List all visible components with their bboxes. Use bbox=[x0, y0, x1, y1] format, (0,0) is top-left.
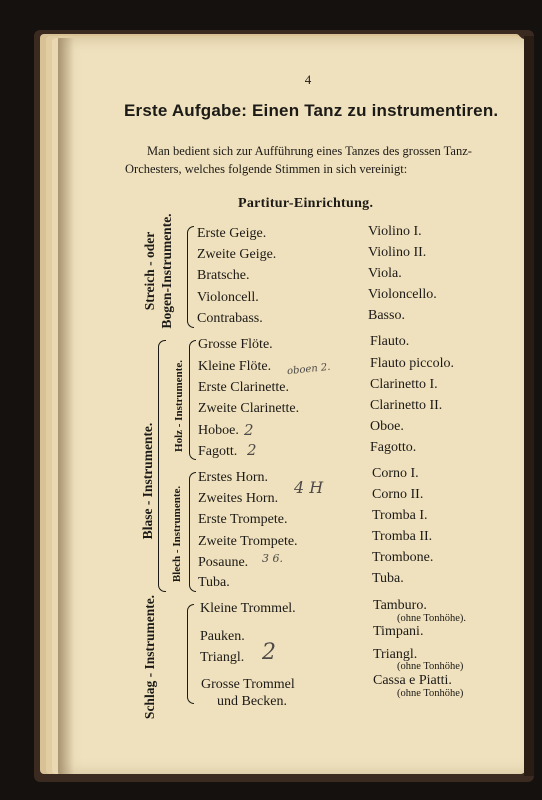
instrument-name: Grosse Flöte. bbox=[198, 337, 273, 352]
instrument-name: Zweite Trompete. bbox=[198, 534, 298, 549]
group-label-strings: Bogen-Instrumente. bbox=[159, 213, 174, 329]
intro-text-line: Orchesters, welches folgende Stimmen in sich vereinigt: bbox=[125, 162, 408, 176]
italian-name: Violino I. bbox=[368, 224, 422, 239]
italian-name: Viola. bbox=[368, 266, 402, 281]
pencil-annotation: 2 bbox=[247, 441, 257, 459]
instrument-name: Tuba. bbox=[198, 575, 230, 590]
instrument-name: Kleine Flöte. bbox=[198, 359, 272, 374]
group-brace bbox=[158, 340, 166, 592]
page-number: 4 bbox=[304, 72, 312, 87]
instrument-name: Pauken. bbox=[200, 629, 245, 644]
pencil-annotation: 2 bbox=[244, 421, 254, 439]
pencil-annotation: 3 6. bbox=[262, 552, 283, 565]
instrument-name: und Becken. bbox=[217, 694, 287, 709]
instrument-name: Erstes Horn. bbox=[198, 470, 268, 485]
italian-name: Flauto piccolo. bbox=[370, 356, 454, 371]
instrument-name: Violoncell. bbox=[197, 290, 259, 305]
pitch-note: (ohne Tonhöhe). bbox=[397, 613, 467, 624]
pencil-annotation: oboen 2. bbox=[286, 361, 331, 378]
italian-name: Basso. bbox=[368, 308, 405, 323]
subgroup-label-brass: Blech - Instrumente. bbox=[171, 485, 183, 583]
instrument-name: Posaune. bbox=[198, 555, 249, 570]
subgroup-label-woodwind: Holz - Instrumente. bbox=[173, 360, 185, 452]
italian-name: Trombone. bbox=[372, 550, 434, 565]
cover-edge-right bbox=[524, 36, 534, 776]
intro-text-line: Man bedient sich zur Aufführung eines Tanzes des grossen Tanz- bbox=[147, 144, 472, 158]
group-brace bbox=[187, 226, 194, 328]
instrument-name: Erste Clarinette. bbox=[198, 380, 289, 395]
instrument-name: Grosse Trommel bbox=[201, 677, 295, 692]
italian-name: Violoncello. bbox=[368, 287, 437, 302]
italian-name: Tuba. bbox=[372, 571, 404, 586]
italian-name: Clarinetto II. bbox=[370, 398, 443, 413]
instrument-name: Zweite Clarinette. bbox=[198, 401, 300, 416]
pitch-note: (ohne Tonhöhe) bbox=[397, 661, 464, 672]
page-title: Erste Aufgabe: Einen Tanz zu instrumentiren. bbox=[124, 101, 499, 120]
italian-name: Tamburo. bbox=[373, 598, 427, 613]
italian-name: Flauto. bbox=[370, 334, 410, 349]
italian-name: Corno II. bbox=[372, 487, 424, 502]
instrument-name: Bratsche. bbox=[197, 268, 250, 283]
pencil-annotation: 4 H bbox=[294, 478, 324, 497]
instrument-name: Fagott. bbox=[198, 444, 238, 459]
instrument-name: Triangl. bbox=[200, 650, 245, 665]
italian-name: Oboe. bbox=[370, 419, 404, 434]
italian-name: Fagotto. bbox=[370, 440, 417, 455]
group-label-percussion: Schlag - Instrumente. bbox=[142, 594, 157, 720]
pitch-note: (ohne Tonhöhe) bbox=[397, 688, 464, 699]
instrument-name: Hoboe. bbox=[198, 423, 239, 438]
group-brace bbox=[187, 604, 194, 704]
italian-name: Violino II. bbox=[368, 245, 427, 260]
italian-name: Clarinetto I. bbox=[370, 377, 438, 392]
instrument-name: Erste Trompete. bbox=[198, 512, 288, 527]
spine-shadow bbox=[58, 38, 74, 774]
group-label-strings: Streich - oder bbox=[142, 231, 157, 311]
group-label-winds: Blase - Instrumente. bbox=[140, 422, 155, 540]
instrument-name: Erste Geige. bbox=[197, 226, 267, 241]
instrument-name: Zweites Horn. bbox=[198, 491, 279, 506]
italian-name: Timpani. bbox=[373, 624, 424, 639]
italian-name: Tromba II. bbox=[372, 529, 433, 544]
pencil-annotation: 2 bbox=[262, 640, 276, 665]
italian-name: Tromba I. bbox=[372, 508, 428, 523]
italian-name: Triangl. bbox=[373, 647, 418, 662]
subgroup-brace bbox=[189, 472, 196, 592]
section-heading: Partitur-Einrichtung. bbox=[238, 196, 374, 211]
instrument-name: Kleine Trommel. bbox=[200, 601, 296, 616]
italian-name: Cassa e Piatti. bbox=[373, 673, 452, 688]
instrument-name: Zweite Geige. bbox=[197, 247, 277, 262]
instrument-name: Contrabass. bbox=[197, 311, 263, 326]
subgroup-brace bbox=[189, 340, 196, 460]
italian-name: Corno I. bbox=[372, 466, 419, 481]
